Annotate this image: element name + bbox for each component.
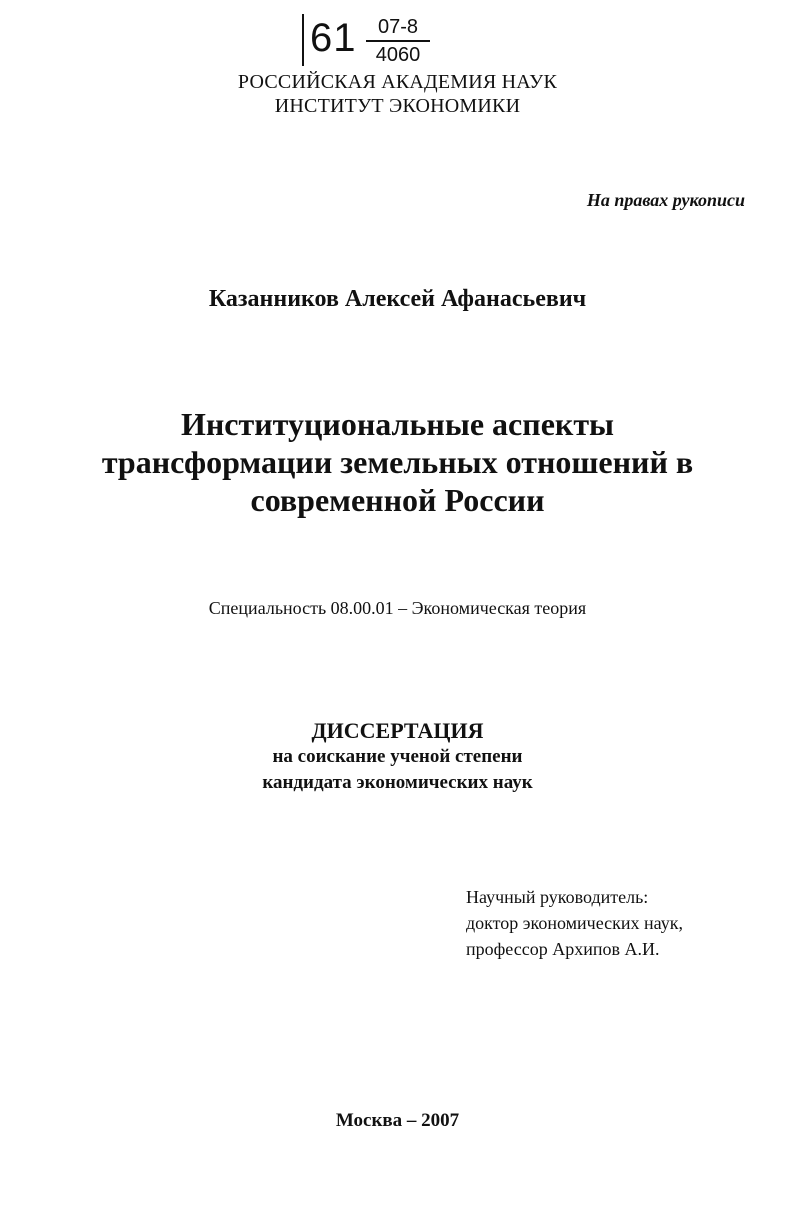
title-line-3: современной России: [250, 482, 545, 518]
document-type: [0, 718, 795, 796]
supervisor-line-2: доктор экономических наук,: [466, 913, 683, 933]
stamp-bar: [302, 14, 304, 66]
supervisor-block: [466, 884, 683, 962]
city-year: Москва – 2007: [335, 1110, 460, 1131]
specialty: Специальность 08.00.01 – Экономическая теория: [208, 598, 587, 618]
rights-note: На правах рукописи: [586, 190, 745, 210]
organization-line-1: РОССИЙСКАЯ АКАДЕМИЯ НАУК: [237, 71, 558, 93]
supervisor-line-3: профессор Архипов А.И.: [466, 939, 660, 959]
document-type-heading: ДИССЕРТАЦИЯ: [311, 718, 484, 743]
document-type-line-2: кандидата экономических наук: [262, 772, 533, 793]
title-line-1: Институциональные аспекты: [180, 406, 615, 442]
organization-line-2: ИНСТИТУТ ЭКОНОМИКИ: [274, 95, 521, 117]
dissertation-title: [0, 405, 795, 519]
stamp-fraction-line: [366, 40, 430, 42]
stamp-main-number: 61: [310, 16, 357, 60]
stamp-bottom-number: 4060: [375, 44, 421, 66]
library-stamp: [300, 12, 440, 68]
document-type-line-1: на соискание ученой степени: [272, 746, 523, 767]
author-name: Казанников Алексей Афанасьевич: [208, 286, 587, 312]
stamp-top-number: 07-8: [377, 16, 419, 38]
supervisor-line-1: Научный руководитель:: [466, 887, 649, 907]
title-line-2: трансформации земельных отношений в: [101, 444, 694, 480]
